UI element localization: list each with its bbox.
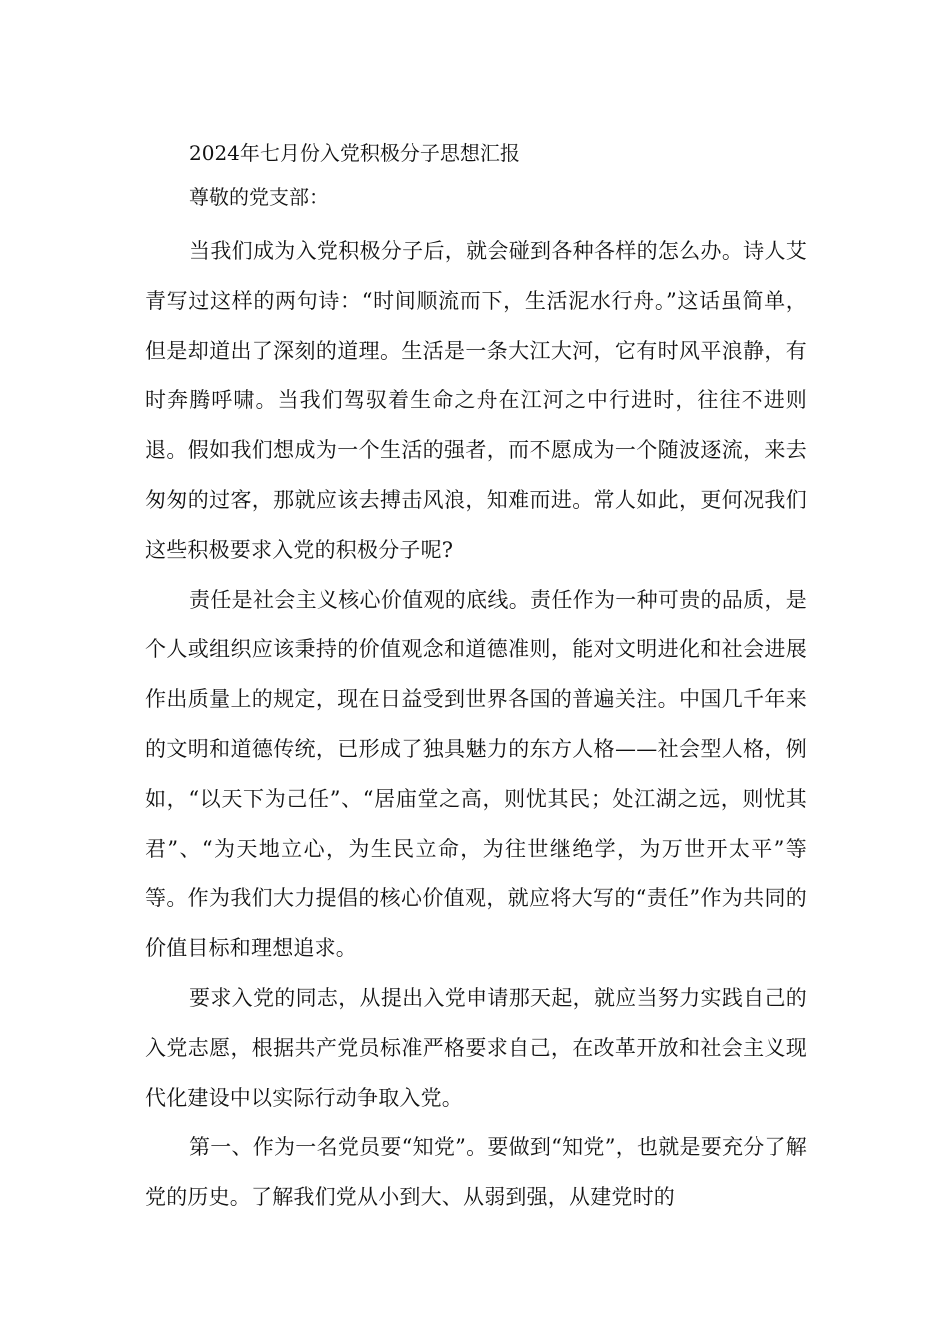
paragraph-3: 要求入党的同志，从提出入党申请那天起，就应当努力实践自己的入党志愿，根据共产党员标准严格要求自己，在改革开放和社会主义现代化建设中以实际行动争取入党。 (145, 985, 807, 1110)
paragraph-4: 第一、作为一名党员要“知党”。要做到“知党”，也就是要充分了解党的历史。了解我们党从小到大、从弱到强，从建党时的 (145, 1135, 807, 1210)
document-body (145, 131, 807, 1223)
paragraph-1: 当我们成为入党积极分子后，就会碰到各种各样的怎么办。诗人艾青写过这样的两句诗：“时间顺流而下，生活泥水行舟。”这话虽简单，但是却道出了深刻的道理。生活是一条大江大河，它有时风平浪静，有时奔腾呼啸。当我们驾驭着生命之舟在江河之中行进时，往往不进则退。假如我们想成为一个生活的强者，而不愿成为一个随波逐流，来去匆匆的过客，那就应该去搏击风浪，知难而进。常人如此，更何况我们这些积极要求入党的积极分子呢? (145, 239, 807, 562)
document-title: 2024年七月份入党积极分子思想汇报 (189, 141, 520, 165)
salutation: 尊敬的党支部： (189, 185, 329, 209)
paragraph-2: 责任是社会主义核心价值观的底线。责任作为一种可贵的品质，是个人或组织应该秉持的价值观念和道德准则，能对文明进化和社会进展作出质量上的规定，现在日益受到世界各国的普遍关注。中国几千年来的文明和道德传统，已形成了独具魅力的东方人格——社会型人格，例如，“以天下为己任”、“居庙堂之高，则忧其民；处江湖之远，则忧其君”、“为天地立心，为生民立命，为往世继绝学，为万世开太平”等等。作为我们大力提倡的核心价值观，就应将大写的“责任”作为共同的价值目标和理想追求。 (145, 587, 807, 961)
